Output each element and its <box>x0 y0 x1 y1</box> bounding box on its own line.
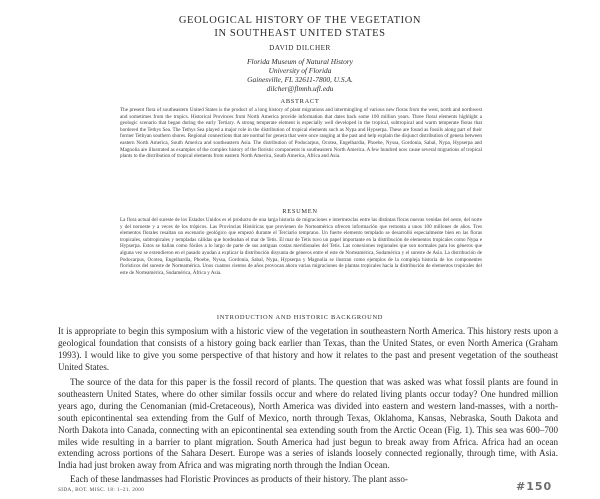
page-stamp: #150 <box>516 480 553 493</box>
affiliation-line-1: Florida Museum of Natural History <box>247 57 353 66</box>
author-name: DAVID DILCHER <box>269 44 331 52</box>
body-paragraph-2: The source of the data for this paper is the fossil record of plants. The question that was asked was what fossil plants are found in southeastern United States, where do other similar fossils occur and where do related living plants occur today? One hundred million years ago, during the Cenomanian (mid-Cretaceous), North America was divided into eastern and western land-masses, with a north-south epicontinental sea extending from the Gulf of Mexico, north through Texas, Oklahoma, Kansas, Nebraska, South Dakota and North Dakota into Canada, connecting with an epicontinental sea extending south from the Arctic Ocean (Fig. 1). This sea was 600–700 miles wide resulting in a barrier to plant migration. South America had just begun to break away from Africa. Africa had an ocean extending across portions of the Sahara Desert. Europe was a series of islands loosely connected regionally, through time, with Asia. India had just broken away from Africa and was migrating north through the Indian Ocean. <box>58 377 558 471</box>
affiliation-email: dilcher@flmnh.ufl.edu <box>266 84 334 93</box>
affiliation-line-3: Gainesville, FL 32611-7800, U.S.A. <box>247 75 353 84</box>
resumen-text: La flora actual del sureste de los Estados Unidos es el producto de una larga historia de migraciones e intermezclas entre las distintas floras nuevas venidas del oeste, del norte y del noroeste y a veces de los trópicos. Las Provincias Históricas que provienen de Norteamérica ofrecen información que remonta a unos 100 millones de años. Tres elementos florales resaltan un escenario geológico que empezó durante el Terciario temprano. Un fuerte elemento templado se desarrolló especialmente bien en las floras tropicales, subtropicales y templadas cálidas que bordeaban el mar de Tetis. El mar de Tetis tuvo un papel importante en la distribución de elementos tropicales como Nypa e Hypserpa. Estos se hallan como fósiles a lo largo de parte de sus antiguas costas meridionales del Tetis. Las conexiones regionales que son normales para los géneros que alguna vez se extendieron en el pasado ayudan a explicar la distribución disyunta de géneros entre el este de Norteamérica, Sudamérica y el sureste de Asia. La distribución de Podocarpus, Ocotea, Engelhardia, Phoebe, Nyssa, Gordonia, Sabal, Nypa, Hypserpa y Magnolia se ilustran como ejemplos de la compleja historia de los componentes florísticos del sureste de Norteamérica. Unos cuantos cientos de años provocan ahora varias migraciones de plantas tropicales hacia la distribución de elementos tropicales del este de Norteamérica, Sudamérica, África y Asia. <box>120 217 482 276</box>
body-paragraph-1: It is appropriate to begin this symposium with a historic view of the vegetation in southeastern North America. This history rests upon a geological foundation that consists of a history going back earlier than Texas, than the United States, or even North America (Graham 1993). I would like to give you some perspective of that history and how it relates to the past and present vegetation of the southeast United States. <box>58 326 558 372</box>
resumen-heading: RESUMEN <box>282 208 318 215</box>
affiliation-line-2: University of Florida <box>268 66 332 75</box>
title-line-1: GEOLOGICAL HISTORY OF THE VEGETATION <box>178 15 422 26</box>
title-line-2: IN SOUTHEAST UNITED STATES <box>214 28 386 39</box>
abstract-text: The present flora of southeastern United States is the product of a long history of plant migrations and intermingling of various new floras from the west, north and northwest and sometimes from the tropics. Historical Provinces from North America provide information that dates back some 100 million years. Three floral elements highlight a geologic scenario that began during the early Tertiary. A strong temperate element is especially well developed in the tropical, subtropical and warm temperate floras that bordered the Tethys Sea. The Tethys Sea played a major role in the distribution of tropical elements such as Nypa and Hypserpa. These are found as fossils along part of their former Tethyan southern shores. Regional connections that are normal for genera that were once ranging at the past and help explain the disjunct distribution of genera between eastern North America, South America and southeastern Asia. The distribution of Podocarpus, Ocotea, Engelhardia, Phoebe, Nyssa, Gordonia, Sabal, Nypa, Hypserpa and Magnolia are illustrated as examples of the complex history of the floristic components in southeastern North America. A few hundred now cause several migrations of tropical plants to the distribution of tropical elements from eastern North America, South America, Africa and Asia. <box>120 107 482 160</box>
journal-footer: SIDA, BOT. MISC. 18: 1–21. 2000 <box>58 487 145 493</box>
intro-heading: INTRODUCTION AND HISTORIC BACKGROUND <box>216 314 384 321</box>
abstract-heading: ABSTRACT <box>280 98 320 105</box>
body-paragraph-3: Each of these landmasses had Floristic Provinces as products of their history. The plant asso- <box>70 474 408 484</box>
